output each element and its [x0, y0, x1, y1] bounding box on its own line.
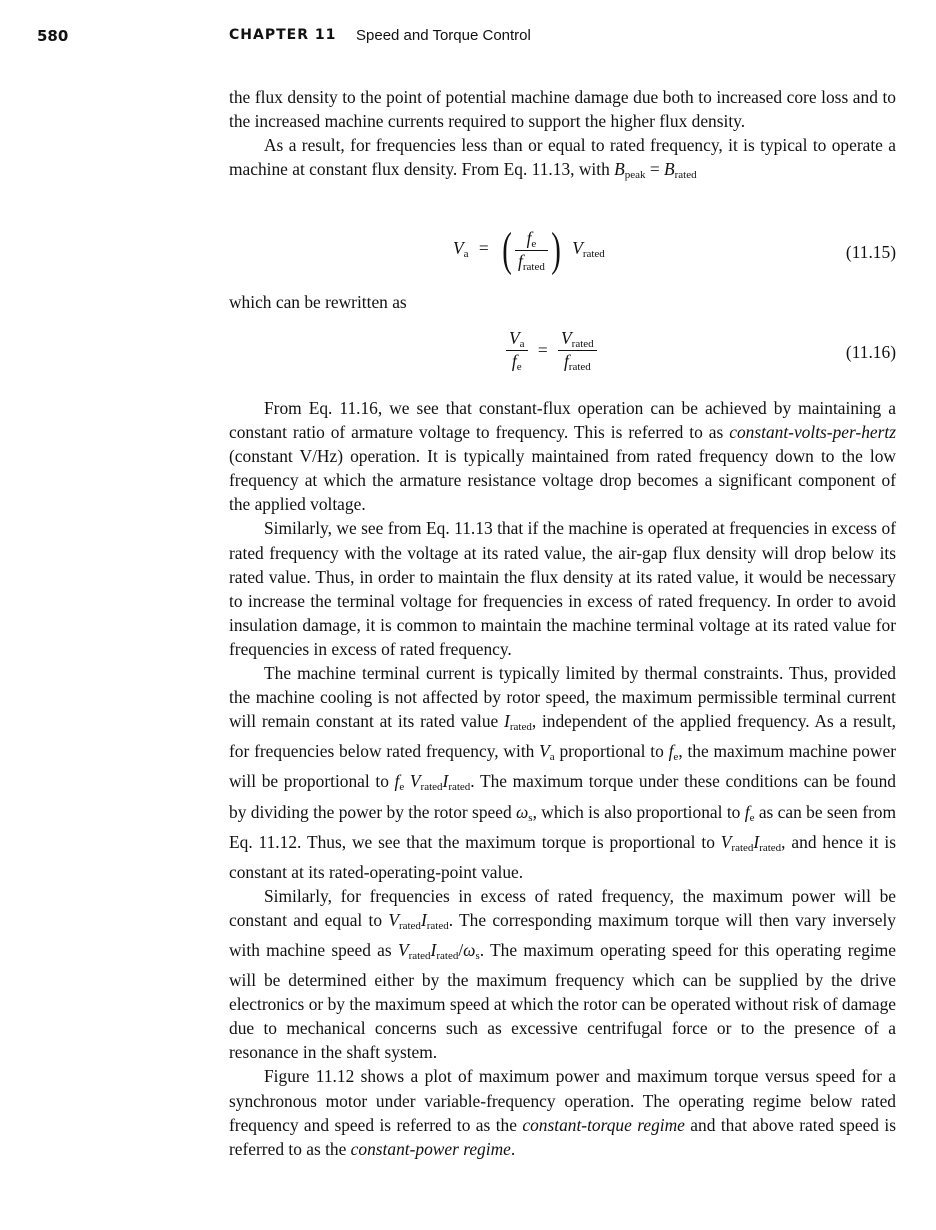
eq2-left-fraction: $\frac{V_a}{f_e}$ — [506, 328, 528, 373]
equation-11-15: $V_a$ = ( $\frac{f_e}{f_{rated}}$ ) $V_{rated}$ (11.15) — [453, 223, 896, 276]
paragraph-3: From Eq. 11.16, we see that constant-flux operation can be achieved by maintaining a constant ratio of armature voltage to frequency. This is referred to as constant-volts-per-hertz (constant V/Hz) operation. It is typically maintained from rated frequency down to the low frequency at which the armature resistance voltage drop becomes a significant component of the applied voltage. — [229, 398, 896, 515]
chapter-title: Speed and Torque Control — [356, 27, 531, 44]
paragraph-4: Similarly, we see from Eq. 11.13 that if the machine is operated at frequencies in excess of rated frequency with the voltage at its rated value, the air-gap flux density will drop below its rated value. Thus, in order to maintain the flux density at its rated value, it would be necessary to increase the terminal voltage for frequencies in excess of rated frequency. In order to avoid insulation damage, it is common to maintain the machine terminal voltage at its rated value for frequencies in excess of rated frequency. — [229, 518, 896, 659]
page-header — [0, 27, 936, 49]
eq1-fraction: $\frac{f_e}{f_{rated}}$ — [515, 228, 548, 273]
paragraph-2: As a result, for frequencies less than or equal to rated frequency, it is typical to operate a machine at constant flux density. From Eq. 11.13, with $B_{peak} = B_{rated}$ — [229, 135, 896, 182]
paragraph-5: The machine terminal current is typically limited by thermal constraints. Thus, provided the machine cooling is not affected by rotor speed, the maximum permissible terminal current will remain constant at its rated value $I_{rated}$, independent of the applied frequency. As a result, for frequencies below rated frequency, with $V_a$ proportional to $f_e$, the maximum machine power will be proportional to $f_e$ $V_{rated}I_{rated}$. The maximum torque under these conditions can be found by dividing the power by the rotor speed $\omega_s$, which is also proportional to $f_e$ as can be seen from Eq. 11.12. Thus, we see that the maximum torque is proportional to $V_{rated}I_{rated}$, and hence it is constant at its rated-operating-point value. — [229, 663, 897, 882]
equation-number-11-15: (11.15) — [845, 242, 896, 262]
equation-11-16: $\frac{V_a}{f_e}$ = $\frac{V_{rated}}{f_{rated}}$ (11.16) — [0, 326, 936, 382]
text-block-top — [229, 85, 896, 187]
text-block-main — [229, 396, 896, 1161]
rewrite-line: which can be rewritten as — [229, 292, 407, 312]
page-number: 580 — [37, 27, 69, 45]
eq2-right-fraction: $\frac{V_{rated}}{f_{rated}}$ — [558, 328, 597, 373]
paragraph-1: the flux density to the point of potential machine damage due both to increased core loss and to the increased machine currents required to support the higher flux density. — [229, 87, 896, 132]
paragraph-6: Similarly, for frequencies in excess of rated frequency, the maximum power will be constant and equal to $V_{rated}I_{rated}$. The corresponding maximum torque will then vary inversely with machine speed as $V_{rated}I_{rated}/\omega_s$. The maximum operating speed for this operating regime will be determined either by the maximum frequency which can be supplied by the drive electronics or by the maximum speed at which the rotor can be operated without risk of damage due to mechanical concerns such as excessive centrifugal force or to the presence of a resonance in the shaft system. — [229, 885, 896, 1063]
equation-number-11-16: (11.16) — [845, 342, 896, 362]
chapter-label: CHAPTER 11 — [229, 27, 337, 43]
paragraph-7: Figure 11.12 shows a plot of maximum power and maximum torque versus speed for a synchronous motor under variable-frequency operation. The operating regime below rated frequency and speed is referred to as the constant-torque regime and that above rated speed is referred to as the constant-power regime. — [229, 1066, 897, 1159]
